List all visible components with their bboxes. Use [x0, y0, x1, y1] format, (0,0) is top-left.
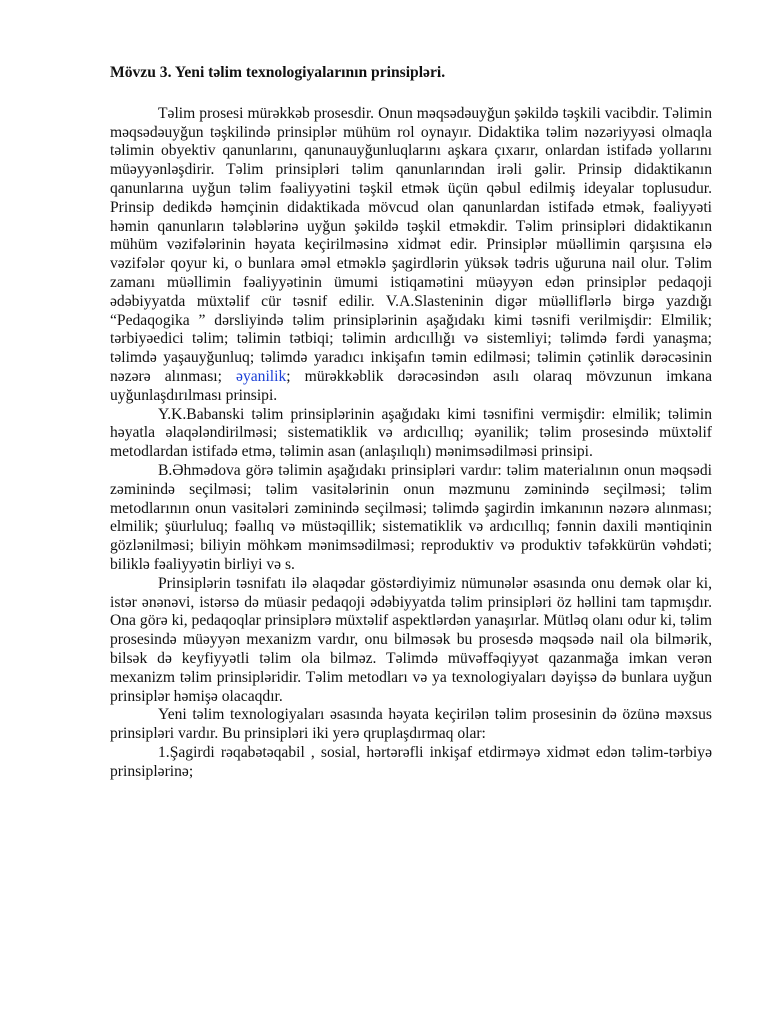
page-title: Mövzu 3. Yeni təlim texnologiyalarının prinsipləri. [110, 64, 446, 81]
paragraph-2: Y.K.Babanski təlim prinsiplərinin aşağıdakı kimi təsnifini vermişdir: elmilik; təlimin həyatla əlaqələndirilməsi; sistematiklik və ardıcıllıq; əyanilik; təlim prosesində müxtəlif metodlardan istifadə etmə, təlimin asan (anlaşılıqlı) mənimsədilməsi prinsipi. [110, 405, 712, 461]
eyanilik-link[interactable]: əyanilik [236, 367, 287, 385]
paragraph-5: Yeni təlim texnologiyaları əsasında həyata keçirilən təlim prosesinin də özünə məxsus prinsipləri vardır. Bu prinsipləri iki yerə qruplaşdırmaq olar: [110, 706, 712, 743]
paragraph-4: Prinsiplərin təsnifatı ilə əlaqədar göstərdiyimiz nümunələr əsasında onu demək olar ki, istər ənənəvi, istərsə də müasir pedaqoji ədəbiyyatda təlim prinsipləri öz həllini tam tapmışdır. Ona görə ki, pedaqoqlar prinsiplərə müxtəlif aspektlərdən yanaşırlar. Mütləq olanı odur ki, təlim prosesində müəyyən mexanizm vardır, onu bilməsək bu prosesdə məqsədə nail ola bilmərik, bilsək də keyfiyyətli təlim ola bilməz. Təlimdə müvəffəqiyyət qazanmağa imkan verən mexanizm təlim prinsipləridir. Təlim metodları və ya texnologiyaları dəyişsə də bunlara uyğun prinsiplər həmişə olacaqdır. [110, 574, 712, 705]
document-page [110, 64, 712, 781]
paragraph-3: B.Əhmədova görə təlimin aşağıdakı prinsipləri vardır: təlim materialının onun məqsədi zəminində seçilməsi; təlim vasitələrinin onun məzmunu zəminində seçilməsi; təlim metodlarının onun vasitələri zəminində seçilməsi; təlimdə şagirdin imkanının nəzərə alınması; elmilik; şüurluluq; fəallıq və müstəqillik; sistematiklik və ardıcıllıq; fənnin daxili məntiqinin gözlənilməsi; biliyin möhkəm mənimsədilməsi; reproduktiv və produktiv təfəkkürün vəhdəti; biliklə fəaliyyətin birliyi və s. [110, 461, 712, 573]
paragraph-1-text: Təlim prosesi mürəkkəb prosesdir. Onun məqsədəuyğun şəkildə təşkili vacibdir. Təlimin məqsədəuyğun təşkilində prinsiplər mühüm rol oynayır. Didaktika təlim nəzəriyyəsi olmaqla təlimin obyektiv qanunlarını, qanunauyğunluqlarını aşkara çıxarır, onlardan istifadə yollarını müəyyənləşdirir. Təlim prinsipləri təlim qanunlarından irəli gəlir. Prinsip didaktikanın qanunlarına uyğun təlim fəaliyyətini təşkil etmək üçün qəbul edilmiş ideyalar toplusudur. Prinsip dedikdə həmçinin didaktikada mövcud olan qanunlardan istifadə etmək, fəaliyyəti həmin qanunların tələblərinə uyğun şəkildə təşkil etməkdir. Təlim prinsipləri didaktikanın mühüm vəzifələrinin həyata keçirilməsinə xidmət edir. Prinsiplər müəllimin qarşısına elə vəzifələr qoyur ki, o bunlara əməl etməklə şagirdlərin yüksək tədris uğuruna nail olur. Təlim zamanı müəllimin fəaliyyətinin ümumi istiqamətini müəyyən edən prinsiplər pedaqoji ədəbiyyatda müxtəlif cür təsnif edilir. V.A.Slasteninin digər müəlliflərlə birgə yazdığı “Pedaqogika ” dərsliyində təlim prinsiplərinin aşağıdakı kimi təsnifi verilmişdir: Elmilik; tərbiyəedici təlim; təlimin tətbiqi; təlimin ardıcıllığı və sistemliyi; təlimdə fərdi yanaşma; təlimdə yaşauyğunluq; təlimdə yaradıcı inkişafın təmin edilməsi; təlimin çətinlik dərəcəsinin nəzərə alınması; [110, 104, 712, 385]
paragraph-6: 1.Şagirdi rəqabətəqabil , sosial, hərtərəfli inkişaf etdirməyə xidmət edən təlim-tərbiyə prinsiplərinə; [110, 743, 712, 780]
paragraph-1 [110, 105, 712, 406]
paragraph-1-tail: ; mürəkkəblik dərəcəsindən asılı olaraq mövzunun imkana uyğunlaşdırılması prinsipi. [110, 367, 712, 404]
